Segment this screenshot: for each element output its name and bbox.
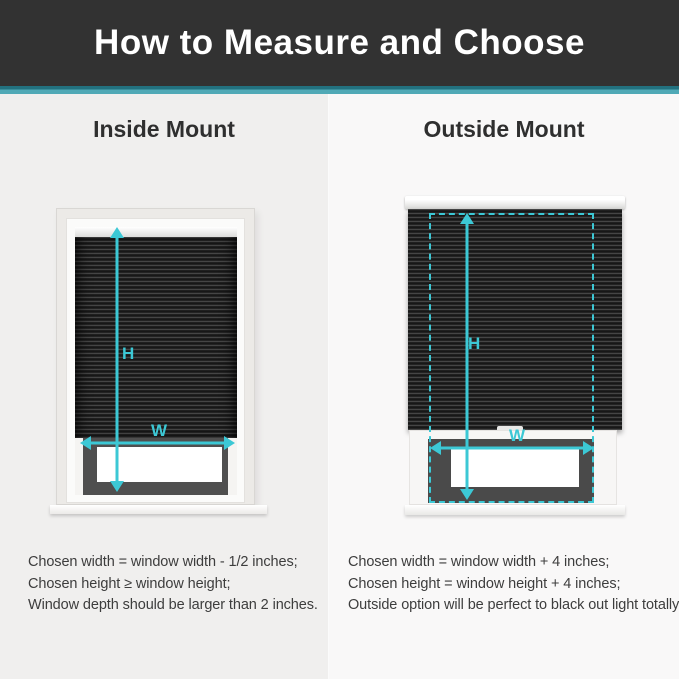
arrowhead-up-icon [110,227,124,238]
outside-mount-heading: Outside Mount [423,116,585,142]
inside-mount-heading: Inside Mount [93,116,235,142]
note-line: Outside option will be perfect to black out light totally [348,597,679,613]
height-measurement-arrow [460,213,474,500]
title-banner [0,0,679,86]
outside-mount-notes [348,552,679,617]
arrowhead-left-icon [80,436,91,450]
arrowhead-down-icon [460,489,474,500]
page-title: How to Measure and Choose [94,23,585,62]
arrow-line [83,442,232,445]
arrowhead-right-icon [224,436,235,450]
note-line: Chosen width = window width - 1/2 inches; [28,554,298,570]
pleated-blind [75,237,237,438]
arrow-line [116,230,119,489]
inside-mount-window-illustration [56,208,255,505]
arrowhead-right-icon [583,441,594,455]
outside-mount-window-illustration [405,196,625,518]
blind-headrail [75,227,237,237]
panel-inside-mount [0,94,328,679]
dashed-measure-outline [429,213,594,503]
height-label: H [468,334,481,353]
inside-mount-notes [28,552,318,617]
comparison-panels [0,94,679,679]
windowsill [50,505,267,514]
arrow-line [433,447,591,450]
arrowhead-down-icon [110,481,124,492]
note-line: Chosen height = window height + 4 inches; [348,575,621,592]
width-label: W [151,421,168,440]
width-label: W [509,426,526,445]
panel-outside-mount [328,94,679,679]
windowsill [405,505,625,515]
blind-headrail [405,196,625,209]
arrowhead-up-icon [460,213,474,224]
note-line: Chosen width = window width + 4 inches; [348,554,610,570]
height-label: H [122,344,135,363]
note-line: Window depth should be larger than 2 inches. [28,597,318,613]
arrowhead-left-icon [430,441,441,455]
window-opening [75,227,237,495]
note-line: Chosen height ≥ window height; [28,575,231,592]
teal-accent-bar [0,86,679,94]
